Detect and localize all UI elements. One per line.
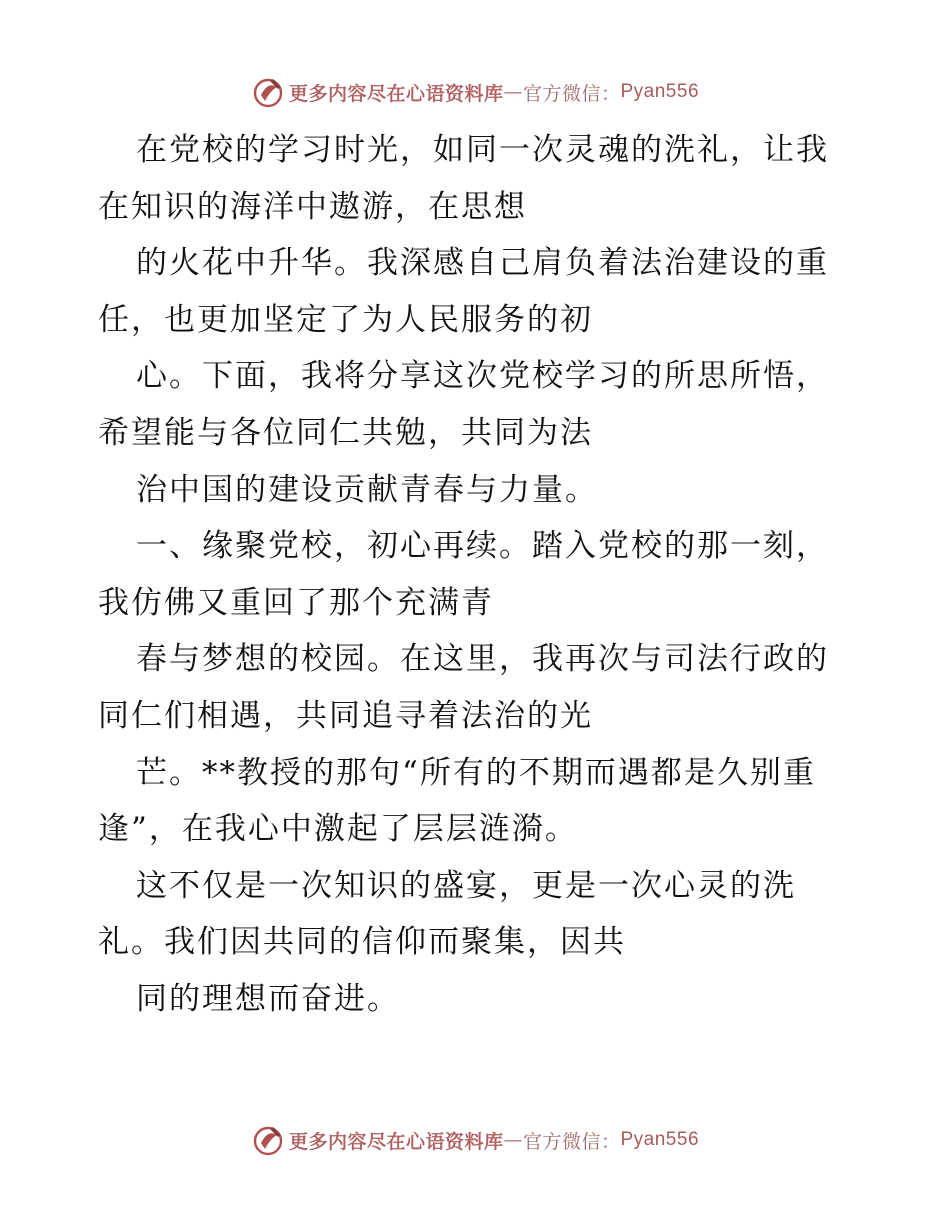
banner-dash: —	[503, 81, 523, 103]
banner-wechat-id: Pyan556	[620, 1129, 700, 1150]
text-line: 在党校的学习时光，如同一次灵魂的洗礼，让我	[136, 132, 829, 168]
text-line: 希望能与各位同仁共勉，共同为法	[98, 414, 593, 451]
text-line: 一、缘聚党校，初心再续。踏入党校的那一刻，	[136, 528, 829, 565]
text-line: 的火花中升华。我深感自己肩负着法治建设的重	[136, 245, 829, 282]
text-line: 我仿佛又重回了那个充满青	[98, 584, 494, 621]
text-line: 这不仅是一次知识的盛宴，更是一次心灵的洗	[136, 867, 796, 904]
banner-wechat-id: Pyan556	[620, 81, 700, 102]
text-line: 逢”，在我心中激起了层层涟漪。	[98, 811, 578, 848]
text-line: 礼。我们因共同的信仰而聚集，因共	[98, 924, 626, 961]
text-line: 心。下面，我将分享这次党校学习的所思所悟，	[136, 358, 829, 395]
banner-wechat-label: 官方微信：	[522, 82, 621, 105]
banner-dash: —	[503, 1129, 523, 1151]
banner-main-text: 更多内容尽在心语资料库	[288, 82, 504, 105]
text-line: 治中国的建设贡献青春与力量。	[136, 471, 598, 508]
logo-icon	[251, 75, 285, 109]
text-line: 任，也更加坚定了为人民服务的初	[98, 301, 593, 338]
text-line: 同的理想而奋进。	[136, 980, 400, 1017]
logo-icon	[251, 1123, 285, 1157]
document-body	[98, 122, 868, 1028]
banner-wechat-label: 官方微信：	[522, 1130, 621, 1153]
banner-main-text: 更多内容尽在心语资料库	[288, 1130, 504, 1153]
text-line: 在知识的海洋中遨游，在思想	[98, 188, 527, 225]
text-line: 芒。**教授的那句“所有的不期而遇都是久别重	[136, 754, 816, 791]
header-watermark	[0, 72, 950, 112]
text-line: 春与梦想的校园。在这里，我再次与司法行政的	[136, 641, 829, 678]
footer-watermark	[0, 1120, 950, 1160]
text-line: 同仁们相遇，共同追寻着法治的光	[98, 697, 593, 734]
